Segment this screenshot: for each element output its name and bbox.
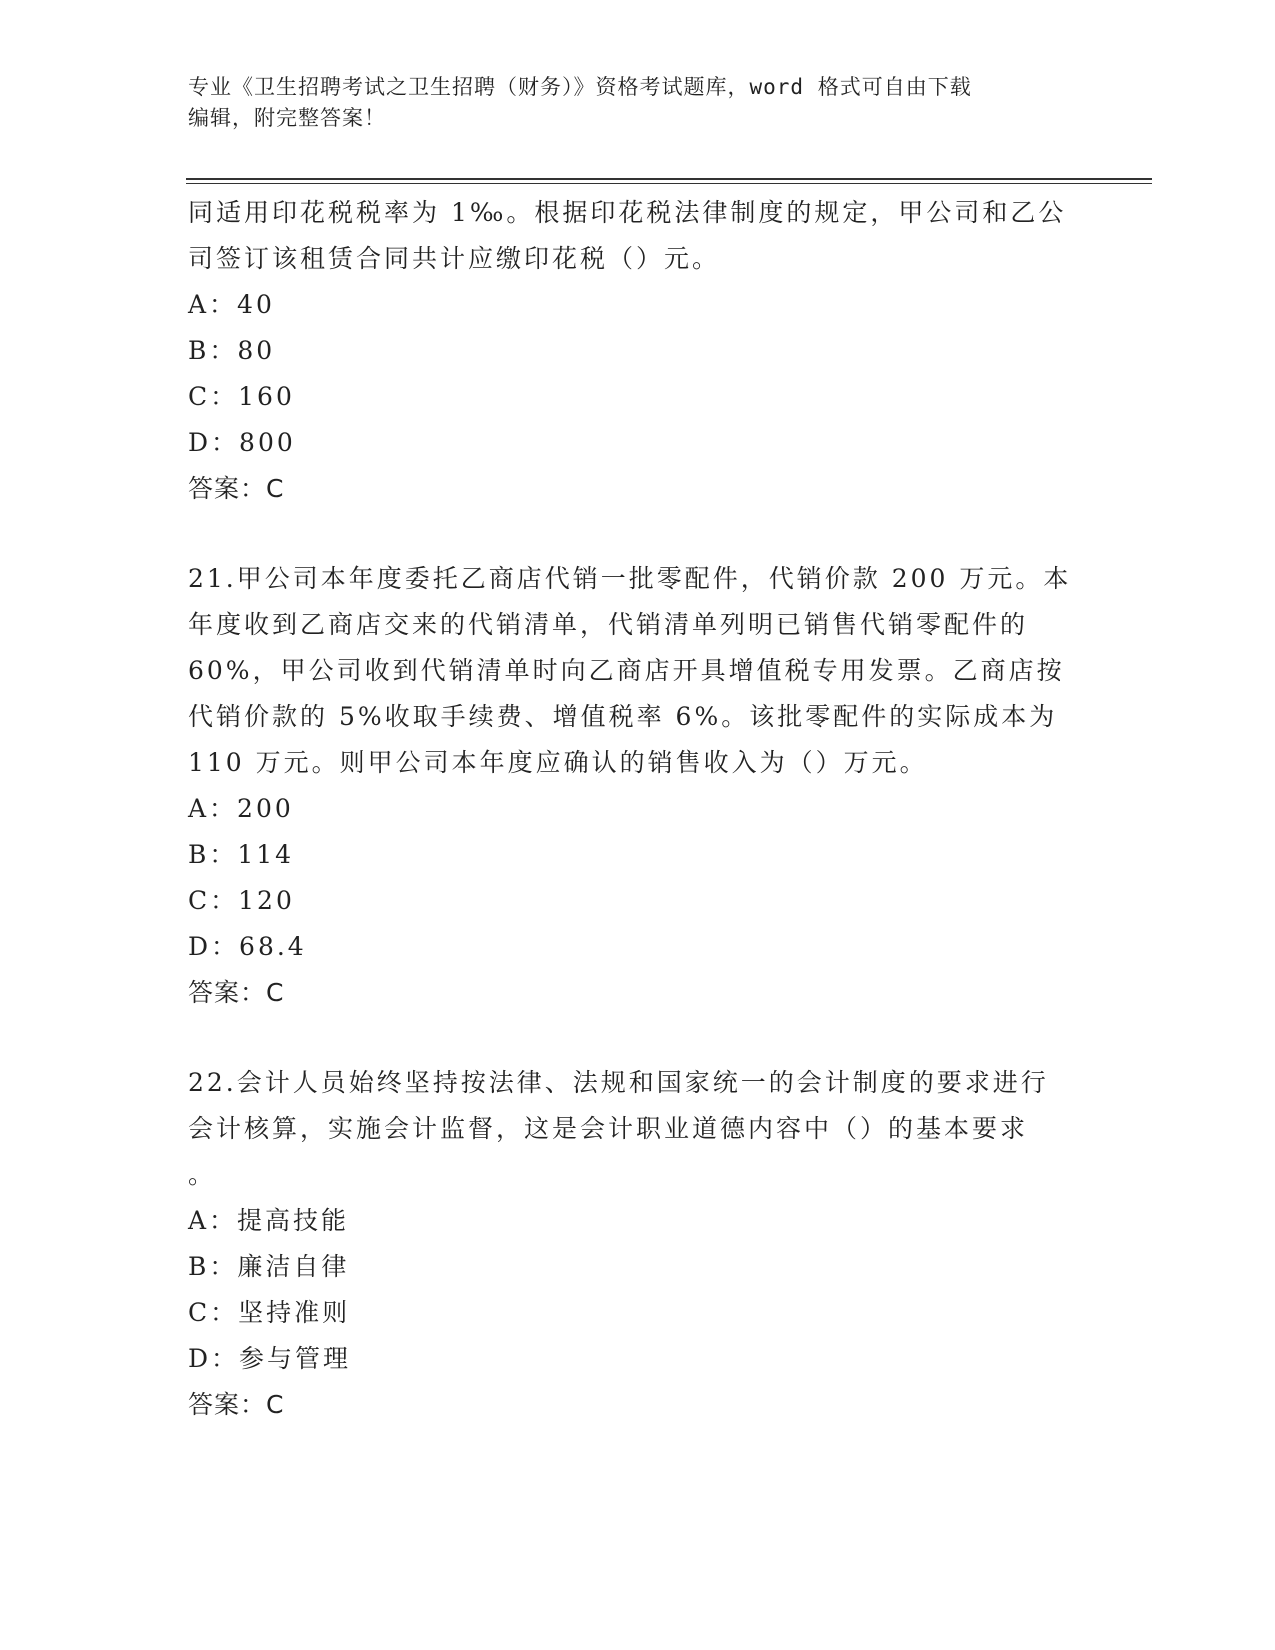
question-list (188, 190, 1088, 1428)
option-b: B：廉洁自律 (188, 1252, 350, 1281)
question-text-line: 年度收到乙商店交来的代销清单，代销清单列明已销售代销零配件的 (188, 610, 1029, 639)
option-c: C：160 (188, 382, 295, 411)
question-text-line: 同适用印花税税率为 1‰。根据印花税法律制度的规定，甲公司和乙公 (188, 198, 1067, 227)
answer: 答案：C (188, 1390, 285, 1419)
question-text-line: 22.会计人员始终坚持按法律、法规和国家统一的会计制度的要求进行 (188, 1068, 1049, 1097)
question-20 (188, 190, 1088, 512)
option-a: A：40 (188, 290, 275, 319)
option-b: B：80 (188, 336, 276, 365)
header-line-1: 专业《卫生招聘考试之卫生招聘（财务）》资格考试题库，word 格式可自由下载 (188, 75, 972, 99)
option-a: A：200 (188, 794, 294, 823)
question-21 (188, 556, 1088, 1016)
answer: 答案：C (188, 978, 285, 1007)
question-text-line: 代销价款的 5%收取手续费、增值税率 6%。该批零配件的实际成本为 (188, 702, 1058, 731)
question-text-line: 会计核算，实施会计监督，这是会计职业道德内容中（）的基本要求 (188, 1114, 1029, 1143)
question-text-line: 110 万元。则甲公司本年度应确认的销售收入为（）万元。 (188, 748, 928, 777)
document-header (188, 72, 1088, 134)
spacer (188, 1016, 1088, 1060)
question-22 (188, 1060, 1088, 1428)
option-b: B：114 (188, 840, 295, 869)
question-text-line: 。 (188, 1160, 217, 1189)
spacer (188, 512, 1088, 556)
question-text-line: 21.甲公司本年度委托乙商店代销一批零配件，代销价款 200 万元。本 (188, 564, 1072, 593)
answer: 答案：C (188, 474, 285, 503)
question-text-line: 60%，甲公司收到代销清单时向乙商店开具增值税专用发票。乙商店按 (188, 656, 1065, 685)
header-line-2: 编辑，附完整答案！ (188, 106, 386, 130)
option-c: C：120 (188, 886, 295, 915)
option-d: D：68.4 (188, 932, 307, 961)
header-divider-thin (186, 183, 1152, 184)
question-text-line: 司签订该租赁合同共计应缴印花税（）元。 (188, 244, 721, 273)
option-d: D：800 (188, 428, 296, 457)
option-c: C：坚持准则 (188, 1298, 351, 1327)
option-a: A：提高技能 (188, 1206, 350, 1235)
option-d: D：参与管理 (188, 1344, 352, 1373)
header-divider-thick (186, 178, 1152, 180)
